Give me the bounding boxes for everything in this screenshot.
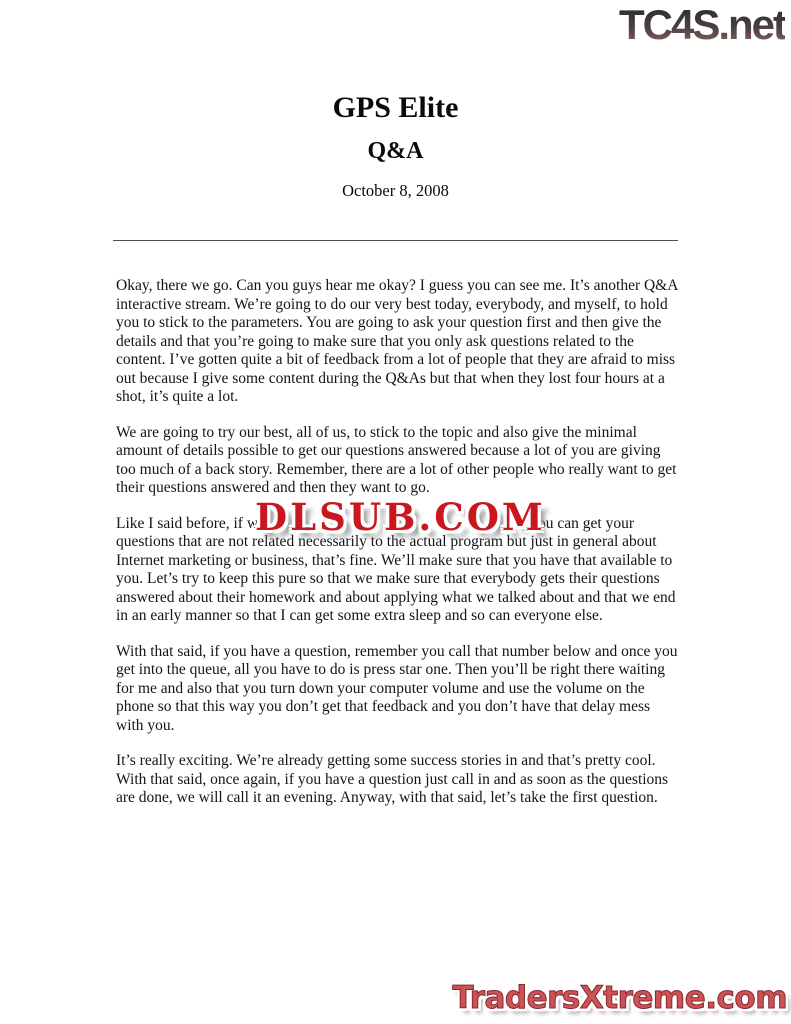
paragraph-2: We are going to try our best, all of us, to stick to the topic and also give the minimal amount of details possible to get our questions answered because a lot of you are giving too much of a back story. Remember, there are a lot of other people who really want to get their questions answered and then they want to go. — [116, 423, 677, 496]
tc4s-logo: TC4S.net — [618, 1, 785, 48]
paragraph-4: With that said, if you have a question, remember you call that number below and once you get into the queue, all you have to do is press star one. Then you’ll be right there waiting for me and also that you turn down your computer volume and use the volume on the phone so that this way you don’t get that feedback and you don’t have that delay mess with you. — [116, 642, 678, 734]
page-subtitle: Q&A — [367, 138, 424, 164]
paragraph-1: Okay, there we go. Can you guys hear me okay? I guess you can see me. It’s another Q&A interactive stream. We’re going to do our very best today, everybody, and myself, to hold you to stick to the parameters. You are going to ask your question first and then give the details and that you’re going to make sure that you only ask questions related to the content. I’ve gotten quite a bit of feedback from a lot of people that they are afraid to miss out because I give some content during the Q&As but that when they lost four hours at a shot, it’s quite a lot. — [116, 277, 678, 405]
line-fragment-right: ou can get your — [538, 514, 635, 532]
document-date: October 8, 2008 — [342, 181, 449, 200]
paragraph-3-with-watermark — [116, 494, 679, 626]
line-fragment-left: Like I said before, if w — [116, 514, 259, 532]
horizontal-divider — [113, 240, 678, 241]
page-title: GPS Elite — [332, 91, 459, 124]
document-body — [116, 277, 679, 808]
paragraph-5: It’s really exciting. We’re already getting some success stories in and that’s pretty cool. With that said, once again, if you have a question just call in and as soon as the questions are done, we will call it an evening. Anyway, with that said, let’s take the first question. — [116, 752, 669, 806]
tradersxtreme-logo: TradersXtreme.com — [452, 980, 787, 1016]
dlsub-watermark: DLSUB.COM — [255, 494, 546, 539]
paragraph-3-continuation: questions that are not related necessarily to the actual program but just in general about Internet marketing or business, that’s fine. We’ll make sure that you have that available to you. Let’s try to keep this pure so that we make sure that everybody gets their questions answered about their homework and about applying what we talked about and that we end in an early manner so that I can get some extra sleep and so can everyone else. — [116, 533, 676, 624]
